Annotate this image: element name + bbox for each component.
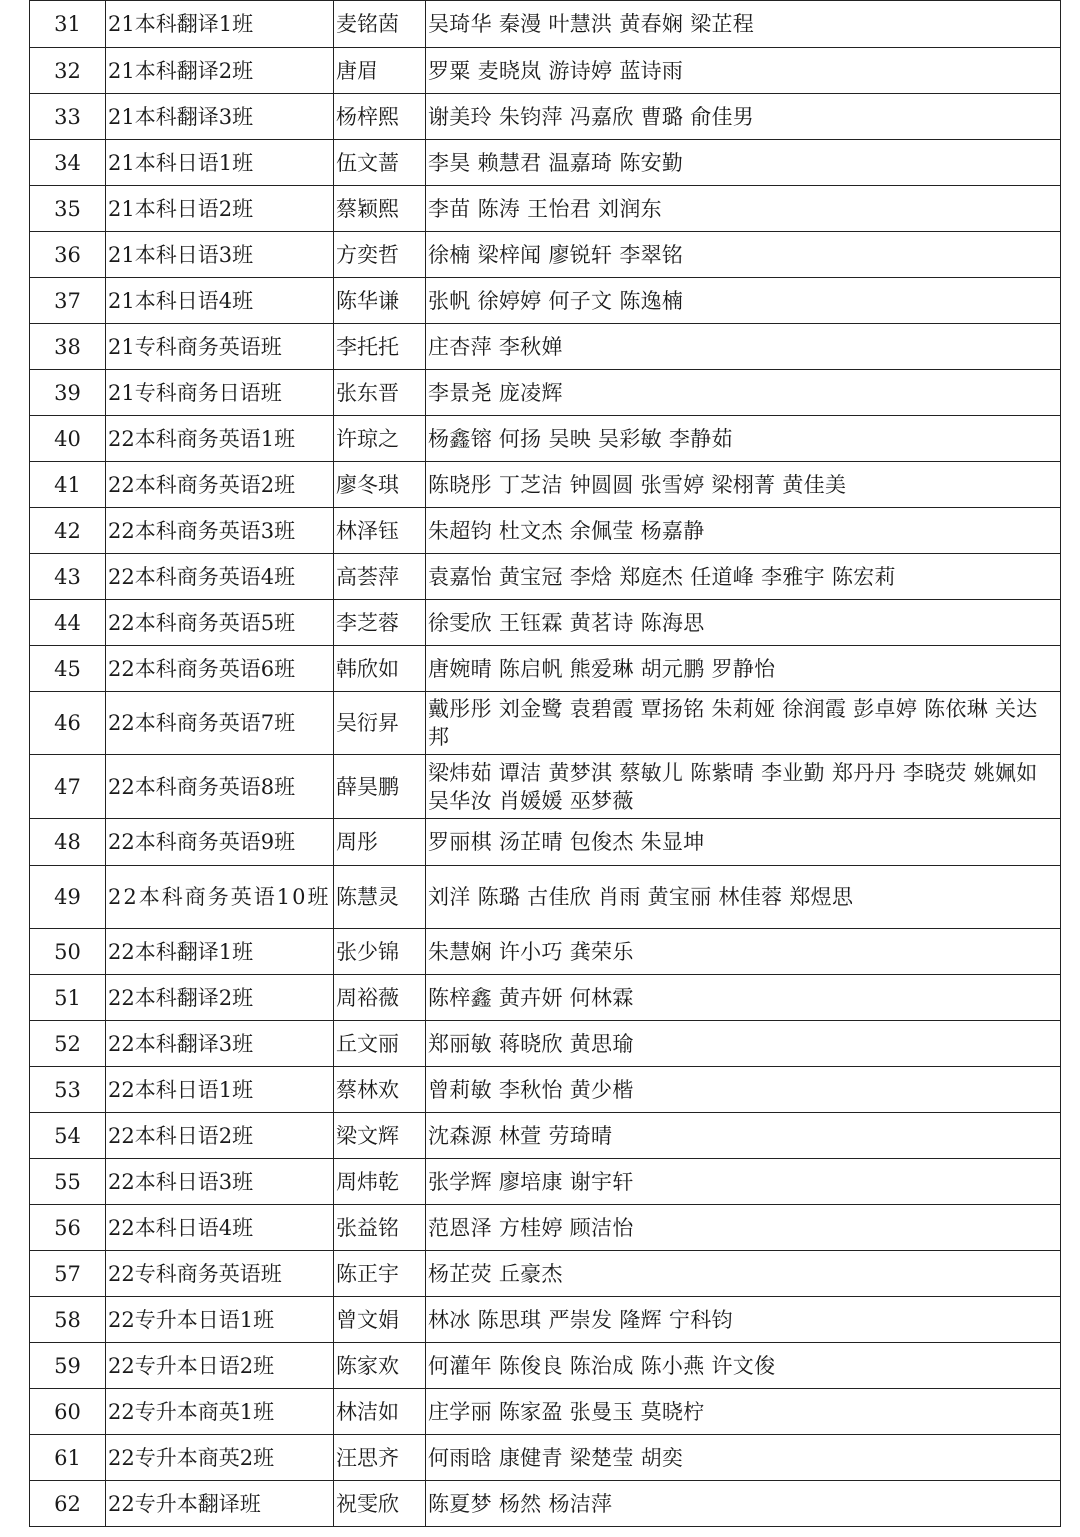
class-name-cell: 22本科翻译1班	[106, 929, 334, 975]
row-number: 46	[30, 692, 106, 755]
class-name-cell: 22本科日语1班	[106, 1067, 334, 1113]
row-number: 61	[30, 1435, 106, 1481]
row-number: 38	[30, 324, 106, 370]
class-leader-cell: 周彤	[334, 819, 426, 866]
table-row	[30, 554, 1061, 600]
class-leader-cell: 伍文蔷	[334, 140, 426, 186]
class-name-cell: 22本科日语4班	[106, 1205, 334, 1251]
class-name-cell: 22专升本商英2班	[106, 1435, 334, 1481]
table-row	[30, 48, 1061, 94]
class-name-cell: 21本科翻译1班	[106, 1, 334, 48]
class-name-cell: 22本科商务英语9班	[106, 819, 334, 866]
class-leader-cell: 高荟萍	[334, 554, 426, 600]
class-leader-cell: 廖冬琪	[334, 462, 426, 508]
row-number: 45	[30, 646, 106, 692]
table-row	[30, 1, 1061, 48]
class-name-cell: 21本科日语2班	[106, 186, 334, 232]
class-name-cell: 21本科翻译2班	[106, 48, 334, 94]
class-leader-cell: 陈家欢	[334, 1343, 426, 1389]
members-cell: 何灌年 陈俊良 陈治成 陈小燕 许文俊	[426, 1343, 1061, 1389]
table-row	[30, 1205, 1061, 1251]
members-cell: 徐雯欣 王钰霖 黄茗诗 陈海思	[426, 600, 1061, 646]
class-name-cell: 22本科商务英语2班	[106, 462, 334, 508]
class-name-cell: 22本科商务英语5班	[106, 600, 334, 646]
row-number: 43	[30, 554, 106, 600]
table-row	[30, 1113, 1061, 1159]
table-row	[30, 186, 1061, 232]
table-row	[30, 866, 1061, 929]
members-cell: 范恩泽 方桂婷 顾洁怡	[426, 1205, 1061, 1251]
class-leader-cell: 林洁如	[334, 1389, 426, 1435]
roster-body	[30, 1, 1061, 1527]
table-row	[30, 416, 1061, 462]
class-name-cell: 22本科日语2班	[106, 1113, 334, 1159]
members-cell: 袁嘉怡 黄宝冠 李焓 郑庭杰 任道峰 李雅宇 陈宏莉	[426, 554, 1061, 600]
class-leader-cell: 薛昊鹏	[334, 755, 426, 819]
roster-table	[29, 0, 1061, 1527]
table-row	[30, 94, 1061, 140]
class-leader-cell: 祝雯欣	[334, 1481, 426, 1527]
class-leader-cell: 方奕哲	[334, 232, 426, 278]
row-number: 31	[30, 1, 106, 48]
class-leader-cell: 周裕薇	[334, 975, 426, 1021]
members-cell: 梁炜茹 谭洁 黄梦淇 蔡敏儿 陈紫晴 李业勤 郑丹丹 李晓荧 姚姵如 吴华汝 肖媛媛 巫梦薇	[426, 755, 1061, 819]
class-leader-cell: 张益铭	[334, 1205, 426, 1251]
members-cell: 庄杏萍 李秋婵	[426, 324, 1061, 370]
row-number: 41	[30, 462, 106, 508]
table-row	[30, 692, 1061, 755]
class-leader-cell: 李芝蓉	[334, 600, 426, 646]
table-row	[30, 755, 1061, 819]
row-number: 47	[30, 755, 106, 819]
class-leader-cell: 唐眉	[334, 48, 426, 94]
members-cell: 何雨晗 康健青 梁楚莹 胡奕	[426, 1435, 1061, 1481]
table-row	[30, 370, 1061, 416]
class-name-cell: 22本科商务英语6班	[106, 646, 334, 692]
members-cell: 朱慧娴 许小巧 龚荣乐	[426, 929, 1061, 975]
row-number: 39	[30, 370, 106, 416]
table-row	[30, 819, 1061, 866]
row-number: 40	[30, 416, 106, 462]
members-cell: 刘洋 陈璐 古佳欣 肖雨 黄宝丽 林佳蓉 郑煜思	[426, 866, 1061, 929]
table-row	[30, 462, 1061, 508]
class-name-cell: 21专科商务英语班	[106, 324, 334, 370]
members-cell: 谢美玲 朱钧萍 冯嘉欣 曹璐 俞佳男	[426, 94, 1061, 140]
members-cell: 李昊 赖慧君 温嘉琦 陈安勤	[426, 140, 1061, 186]
class-name-cell: 22专升本商英1班	[106, 1389, 334, 1435]
row-number: 54	[30, 1113, 106, 1159]
class-leader-cell: 周炜乾	[334, 1159, 426, 1205]
class-name-cell: 21本科翻译3班	[106, 94, 334, 140]
row-number: 62	[30, 1481, 106, 1527]
class-name-cell: 22本科翻译2班	[106, 975, 334, 1021]
class-leader-cell: 曾文娟	[334, 1297, 426, 1343]
members-cell: 陈晓彤 丁芝洁 钟圆圆 张雪婷 梁栩菁 黄佳美	[426, 462, 1061, 508]
members-cell: 唐婉晴 陈启帆 熊爱琳 胡元鹏 罗静怡	[426, 646, 1061, 692]
members-cell: 罗丽棋 汤芷晴 包俊杰 朱显坤	[426, 819, 1061, 866]
class-leader-cell: 韩欣如	[334, 646, 426, 692]
members-cell: 沈森源 林萱 劳琦晴	[426, 1113, 1061, 1159]
table-row	[30, 1297, 1061, 1343]
class-leader-cell: 张少锦	[334, 929, 426, 975]
row-number: 33	[30, 94, 106, 140]
row-number: 51	[30, 975, 106, 1021]
class-name-cell: 21本科日语3班	[106, 232, 334, 278]
members-cell: 罗粟 麦晓岚 游诗婷 蓝诗雨	[426, 48, 1061, 94]
row-number: 44	[30, 600, 106, 646]
class-name-cell: 22专升本日语1班	[106, 1297, 334, 1343]
members-cell: 杨鑫镕 何扬 吴映 吴彩敏 李静茹	[426, 416, 1061, 462]
class-name-cell: 22本科商务英语1班	[106, 416, 334, 462]
class-leader-cell: 李托托	[334, 324, 426, 370]
table-row	[30, 600, 1061, 646]
row-number: 34	[30, 140, 106, 186]
table-row	[30, 1021, 1061, 1067]
class-leader-cell: 麦铭茵	[334, 1, 426, 48]
class-leader-cell: 许琼之	[334, 416, 426, 462]
members-cell: 曾莉敏 李秋怡 黄少楷	[426, 1067, 1061, 1113]
row-number: 59	[30, 1343, 106, 1389]
class-name-cell: 21本科日语4班	[106, 278, 334, 324]
class-leader-cell: 陈华谦	[334, 278, 426, 324]
row-number: 42	[30, 508, 106, 554]
row-number: 52	[30, 1021, 106, 1067]
class-name-cell: 22专升本翻译班	[106, 1481, 334, 1527]
class-name-cell: 22本科商务英语10班	[106, 866, 334, 929]
class-name-cell: 22专升本日语2班	[106, 1343, 334, 1389]
class-name-cell: 21专科商务日语班	[106, 370, 334, 416]
table-row	[30, 278, 1061, 324]
class-leader-cell: 张东晋	[334, 370, 426, 416]
members-cell: 杨芷荧 丘豪杰	[426, 1251, 1061, 1297]
row-number: 56	[30, 1205, 106, 1251]
class-leader-cell: 陈慧灵	[334, 866, 426, 929]
class-leader-cell: 陈正宇	[334, 1251, 426, 1297]
class-leader-cell: 蔡林欢	[334, 1067, 426, 1113]
class-name-cell: 22本科翻译3班	[106, 1021, 334, 1067]
row-number: 50	[30, 929, 106, 975]
row-number: 55	[30, 1159, 106, 1205]
row-number: 48	[30, 819, 106, 866]
row-number: 49	[30, 866, 106, 929]
members-cell: 陈梓鑫 黄卉妍 何林霖	[426, 975, 1061, 1021]
class-leader-cell: 杨梓熙	[334, 94, 426, 140]
members-cell: 林冰 陈思琪 严崇发 隆辉 宁科钧	[426, 1297, 1061, 1343]
members-cell: 吴琦华 秦漫 叶慧洪 黄春娴 梁芷程	[426, 1, 1061, 48]
class-leader-cell: 蔡颖熙	[334, 186, 426, 232]
class-name-cell: 22本科日语3班	[106, 1159, 334, 1205]
members-cell: 庄学丽 陈家盈 张曼玉 莫晓柠	[426, 1389, 1061, 1435]
class-leader-cell: 吴衍昇	[334, 692, 426, 755]
members-cell: 陈夏梦 杨然 杨洁萍	[426, 1481, 1061, 1527]
members-cell: 李景尧 庞凌辉	[426, 370, 1061, 416]
members-cell: 张学辉 廖培康 谢宇轩	[426, 1159, 1061, 1205]
class-name-cell: 22专科商务英语班	[106, 1251, 334, 1297]
table-row	[30, 1435, 1061, 1481]
class-leader-cell: 丘文丽	[334, 1021, 426, 1067]
row-number: 37	[30, 278, 106, 324]
members-cell: 张帆 徐婷婷 何子文 陈逸楠	[426, 278, 1061, 324]
members-cell: 朱超钧 杜文杰 余佩莹 杨嘉静	[426, 508, 1061, 554]
class-name-cell: 22本科商务英语4班	[106, 554, 334, 600]
class-name-cell: 21本科日语1班	[106, 140, 334, 186]
members-cell: 徐楠 梁梓闻 廖锐轩 李翠铭	[426, 232, 1061, 278]
class-leader-cell: 汪思齐	[334, 1435, 426, 1481]
table-row	[30, 508, 1061, 554]
row-number: 32	[30, 48, 106, 94]
row-number: 60	[30, 1389, 106, 1435]
table-row	[30, 975, 1061, 1021]
table-row	[30, 1343, 1061, 1389]
table-row	[30, 929, 1061, 975]
members-cell: 郑丽敏 蒋晓欣 黄思瑜	[426, 1021, 1061, 1067]
row-number: 57	[30, 1251, 106, 1297]
table-row	[30, 646, 1061, 692]
class-leader-cell: 梁文辉	[334, 1113, 426, 1159]
table-row	[30, 1159, 1061, 1205]
row-number: 35	[30, 186, 106, 232]
row-number: 53	[30, 1067, 106, 1113]
table-row	[30, 140, 1061, 186]
class-name-cell: 22本科商务英语8班	[106, 755, 334, 819]
table-row	[30, 1067, 1061, 1113]
class-leader-cell: 林泽钰	[334, 508, 426, 554]
table-row	[30, 324, 1061, 370]
row-number: 58	[30, 1297, 106, 1343]
members-cell: 戴彤彤 刘金鹭 袁碧霞 覃扬铭 朱莉娅 徐润霞 彭卓婷 陈依琳 关达邦	[426, 692, 1061, 755]
table-row	[30, 1389, 1061, 1435]
row-number: 36	[30, 232, 106, 278]
members-cell: 李苗 陈涛 王怡君 刘润东	[426, 186, 1061, 232]
table-row	[30, 232, 1061, 278]
table-row	[30, 1251, 1061, 1297]
class-name-cell: 22本科商务英语7班	[106, 692, 334, 755]
table-row	[30, 1481, 1061, 1527]
class-name-cell: 22本科商务英语3班	[106, 508, 334, 554]
